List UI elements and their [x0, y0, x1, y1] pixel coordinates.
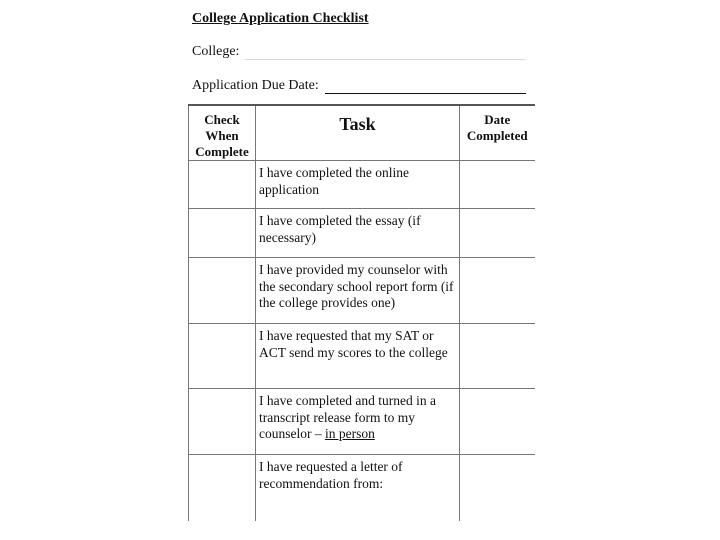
- table-row: [189, 161, 535, 209]
- check-cell: [189, 389, 256, 455]
- task-cell: I have provided my counselor with the secondary school report form (if the college provides one): [256, 258, 460, 324]
- date-cell: [460, 455, 535, 521]
- task-cell: [256, 389, 460, 455]
- date-cell: [460, 209, 535, 258]
- table-row: [189, 455, 535, 521]
- task-cell: I have requested that my SAT or ACT send my scores to the college: [256, 324, 460, 389]
- date-cell: [460, 324, 535, 389]
- task-text: I have completed and turned in a transcript release form to my counselor –: [259, 393, 436, 441]
- due-date-label: Application Due Date:: [192, 78, 319, 93]
- college-blank-line: [245, 58, 525, 60]
- check-cell: [189, 258, 256, 324]
- date-cell: [460, 161, 535, 209]
- check-cell: [189, 455, 256, 521]
- table-row: [189, 258, 535, 324]
- due-date-blank-line: [325, 92, 526, 94]
- check-cell: [189, 209, 256, 258]
- check-cell: [189, 324, 256, 389]
- college-field: [192, 44, 525, 60]
- table-header-row: [189, 105, 535, 161]
- table-row: [189, 209, 535, 258]
- college-label: College:: [192, 44, 240, 59]
- due-date-field: [192, 78, 526, 94]
- check-cell: [189, 161, 256, 209]
- checklist-table: [188, 104, 535, 521]
- table-row: [189, 324, 535, 389]
- task-cell: I have completed the essay (if necessary): [256, 209, 460, 258]
- date-cell: [460, 258, 535, 324]
- document-title: College Application Checklist: [192, 11, 369, 26]
- date-cell: [460, 389, 535, 455]
- task-column-header: Task: [256, 105, 460, 161]
- date-column-header: Date Completed: [460, 105, 535, 161]
- check-column-header: Check When Complete: [189, 105, 256, 161]
- table-row: [189, 389, 535, 455]
- task-cell: I have completed the online application: [256, 161, 460, 209]
- task-underlined-text: in person: [324, 426, 375, 441]
- task-cell: I have requested a letter of recommendation from:: [256, 455, 460, 521]
